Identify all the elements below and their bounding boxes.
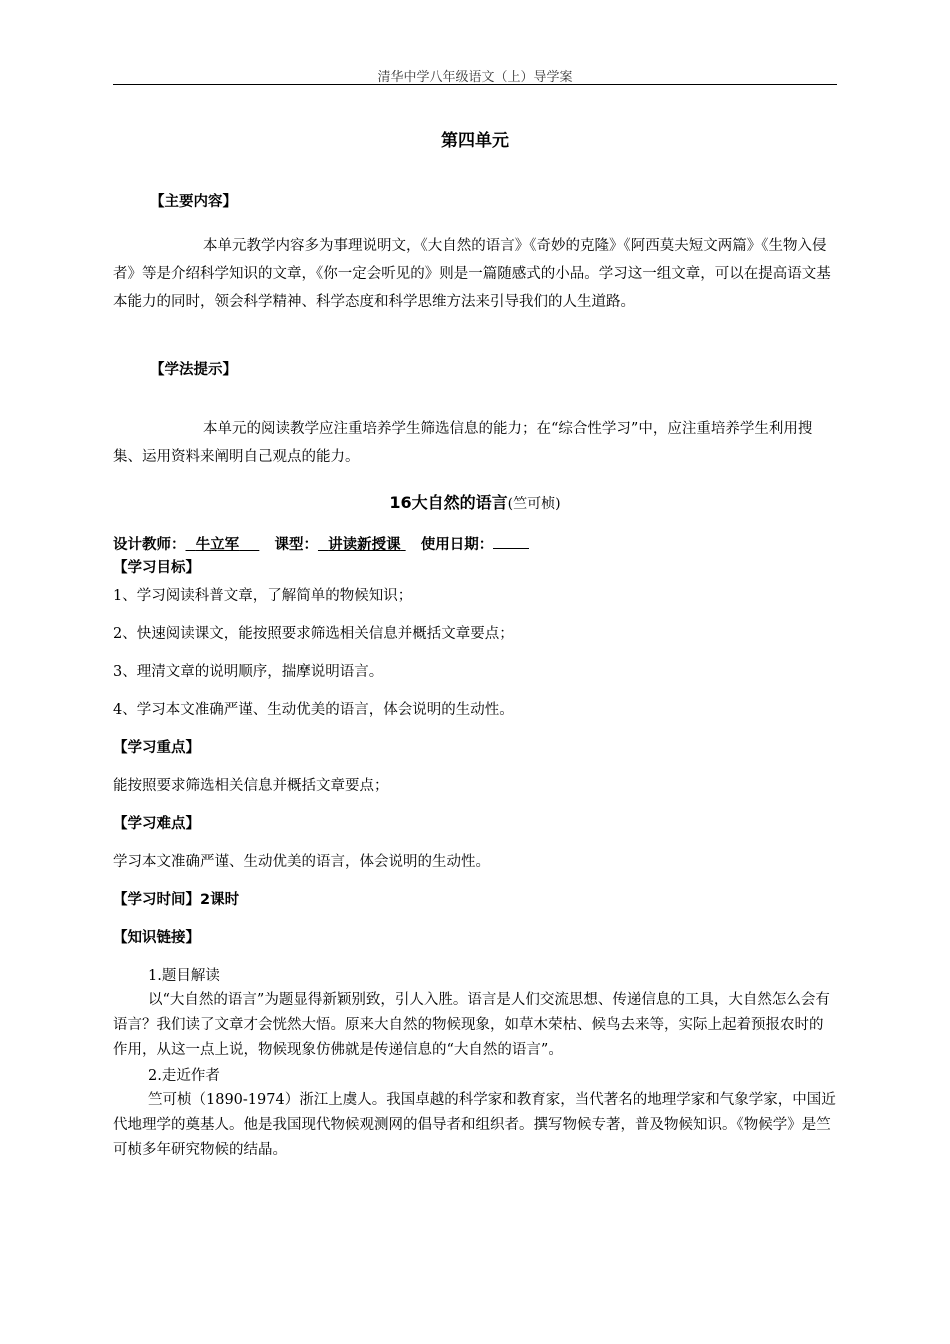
designer-value: 牛立军 — [195, 537, 240, 553]
date-blank — [493, 536, 529, 549]
difficulty-heading: 【学习难点】 — [113, 816, 200, 832]
unit-title: 第四单元 — [441, 131, 509, 151]
type-value: 讲读新授课 — [328, 537, 401, 553]
page-header: 清华中学八年级语文（上）导学案 — [377, 70, 573, 85]
goal-item: 1、学习阅读科普文章，了解简单的物候知识； — [113, 588, 413, 604]
lesson-meta — [113, 533, 529, 554]
k2-title: 2.走近作者 — [148, 1068, 220, 1084]
difficulty-text: 学习本文准确严谨、生动优美的语言，体会说明的生动性。 — [113, 854, 490, 870]
main-content-text: 本单元教学内容多为事理说明文，《大自然的语言》《奇妙的克隆》《阿西莫夫短文两篇》《生物入侵者》等是介绍科学知识的文章，《你一定会听见的》则是一篇随感式的小品。学习这一组文章，可以在提高语文基本能力的同时，领会科学精神、科学态度和科学思维方法来引导我们的人生道路。 — [113, 238, 831, 310]
k1-title: 1.题目解读 — [148, 968, 220, 984]
study-tips-text: 本单元的阅读教学应注重培养学生筛选信息的能力；在“综合性学习”中，应注重培养学生利用搜集、运用资料来阐明自己观点的能力。 — [113, 421, 813, 465]
k1-text: 以“大自然的语言”为题显得新颖别致，引人入胜。语言是人们交流思想、传递信息的工具，大自然怎么会有语言？我们读了文章才会恍然大悟。原来大自然的物候现象，如草木荣枯、候鸟去来等，实际上起着预报农时的作用，从这一点上说，物候现象仿佛就是传递信息的“大自然的语言”。 — [113, 992, 830, 1058]
goal-item: 4、学习本文准确严谨、生动优美的语言，体会说明的生动性。 — [113, 702, 514, 718]
goals-heading: 【学习目标】 — [113, 560, 200, 576]
goal-item: 2、快速阅读课文，能按照要求筛选相关信息并概括文章要点； — [113, 626, 514, 642]
header-divider — [113, 84, 837, 85]
type-label: 课型： — [274, 537, 318, 553]
time-heading: 【学习时间】2课时 — [113, 892, 240, 908]
knowledge-heading: 【知识链接】 — [113, 930, 200, 946]
lesson-title-text: 16大自然的语言 — [389, 493, 508, 512]
key-heading: 【学习重点】 — [113, 740, 200, 756]
date-label: 使用日期： — [420, 537, 494, 553]
lesson-title — [0, 490, 950, 513]
main-content-heading: 【主要内容】 — [150, 194, 237, 210]
lesson-author: (竺可桢) — [507, 496, 561, 512]
designer-label: 设计教师： — [113, 537, 186, 553]
study-tips-heading: 【学法提示】 — [150, 362, 237, 378]
k2-text: 竺可桢（1890-1974）浙江上虞人。我国卓越的科学家和教育家，当代著名的地理学家和气象学家，中国近代地理学的奠基人。他是我国现代物候观测网的倡导者和组织者。撰写物候专著，普及物候知识。《物候学》是竺可桢多年研究物候的结晶。 — [113, 1092, 836, 1158]
key-text: 能按照要求筛选相关信息并概括文章要点； — [113, 778, 389, 794]
goal-item: 3、理清文章的说明顺序，揣摩说明语言。 — [113, 664, 384, 680]
